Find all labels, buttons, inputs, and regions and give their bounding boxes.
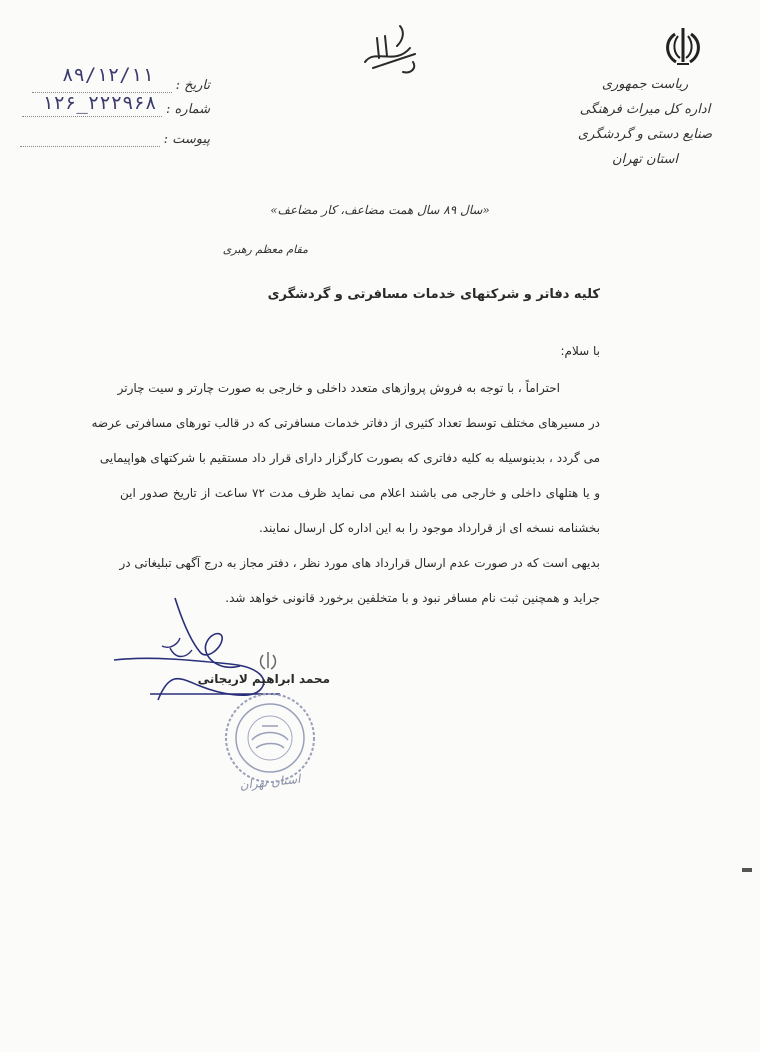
emblem-icon — [258, 650, 278, 672]
attachment-label: پیوست : — [163, 132, 210, 147]
attachment-row — [40, 132, 210, 147]
org-line: ریاست جمهوری — [601, 77, 689, 92]
signatory-name: محمد ابراهیم لاریجانی — [197, 672, 330, 686]
org-line: اداره کل میراث فرهنگی — [579, 102, 711, 117]
body-line: جراید و همچنین ثبت نام مسافر نبود و با متخلفین برخورد قانونی خواهد شد. — [225, 591, 600, 605]
greeting: با سلام: — [560, 344, 600, 358]
body-line: در مسیرهای مختلف توسط تعداد کثیری از دفاتر خدمات مسافرتی که در قالب تورهای مسافرتی عرضه — [91, 416, 600, 430]
slogan-attribution: مقام معظم رهبری — [222, 243, 308, 256]
body-line: بخشنامه نسخه ای از قرارداد موجود را به این اداره کل ارسال نمایند. — [258, 521, 600, 535]
basmala-calligraphy — [355, 18, 425, 78]
date-value: ۸۹/۱۲/۱۱ — [62, 64, 154, 86]
emblem-icon — [660, 24, 706, 68]
year-slogan: «سال ۸۹ سال همت مضاعف، کار مضاعف» — [270, 203, 490, 217]
seal-caption: استان تهران — [238, 771, 302, 793]
number-value: ۱۲۶_۲۲۲۹۶۸ — [42, 92, 157, 114]
number-label: شماره : — [166, 102, 210, 117]
recipient: کلیه دفاتر و شرکتهای خدمات مسافرتی و گردشگری — [267, 287, 600, 302]
organization-header — [570, 72, 720, 172]
body-line: بدیهی است که در صورت عدم ارسال قرارداد های مورد نظر ، دفتر مجاز به درج آگهی تبلیغاتی در — [119, 556, 600, 570]
date-label: تاریخ : — [175, 78, 210, 93]
org-line: صنایع دستی و گردشگری — [577, 127, 713, 142]
body-line: احتراماً ، با توجه به فروش پروازهای متعدد داخلی و خارجی به صورت چارتر و سیت چارتر — [117, 381, 560, 395]
body-line: و یا هتلهای داخلی و خارجی می باشند اعلام می نماید ظرف مدت ۷۲ ساعت از تاریخ صدور این — [120, 486, 600, 500]
body-line: می گردد ، بدینوسیله به کلیه دفاتری که بصورت کارگزار دارای قرار داد مستقیم با شرکتهای هواپیمایی — [99, 451, 600, 465]
dotted-line — [20, 134, 160, 147]
margin-mark — [742, 868, 752, 872]
org-line: استان تهران — [611, 152, 678, 167]
